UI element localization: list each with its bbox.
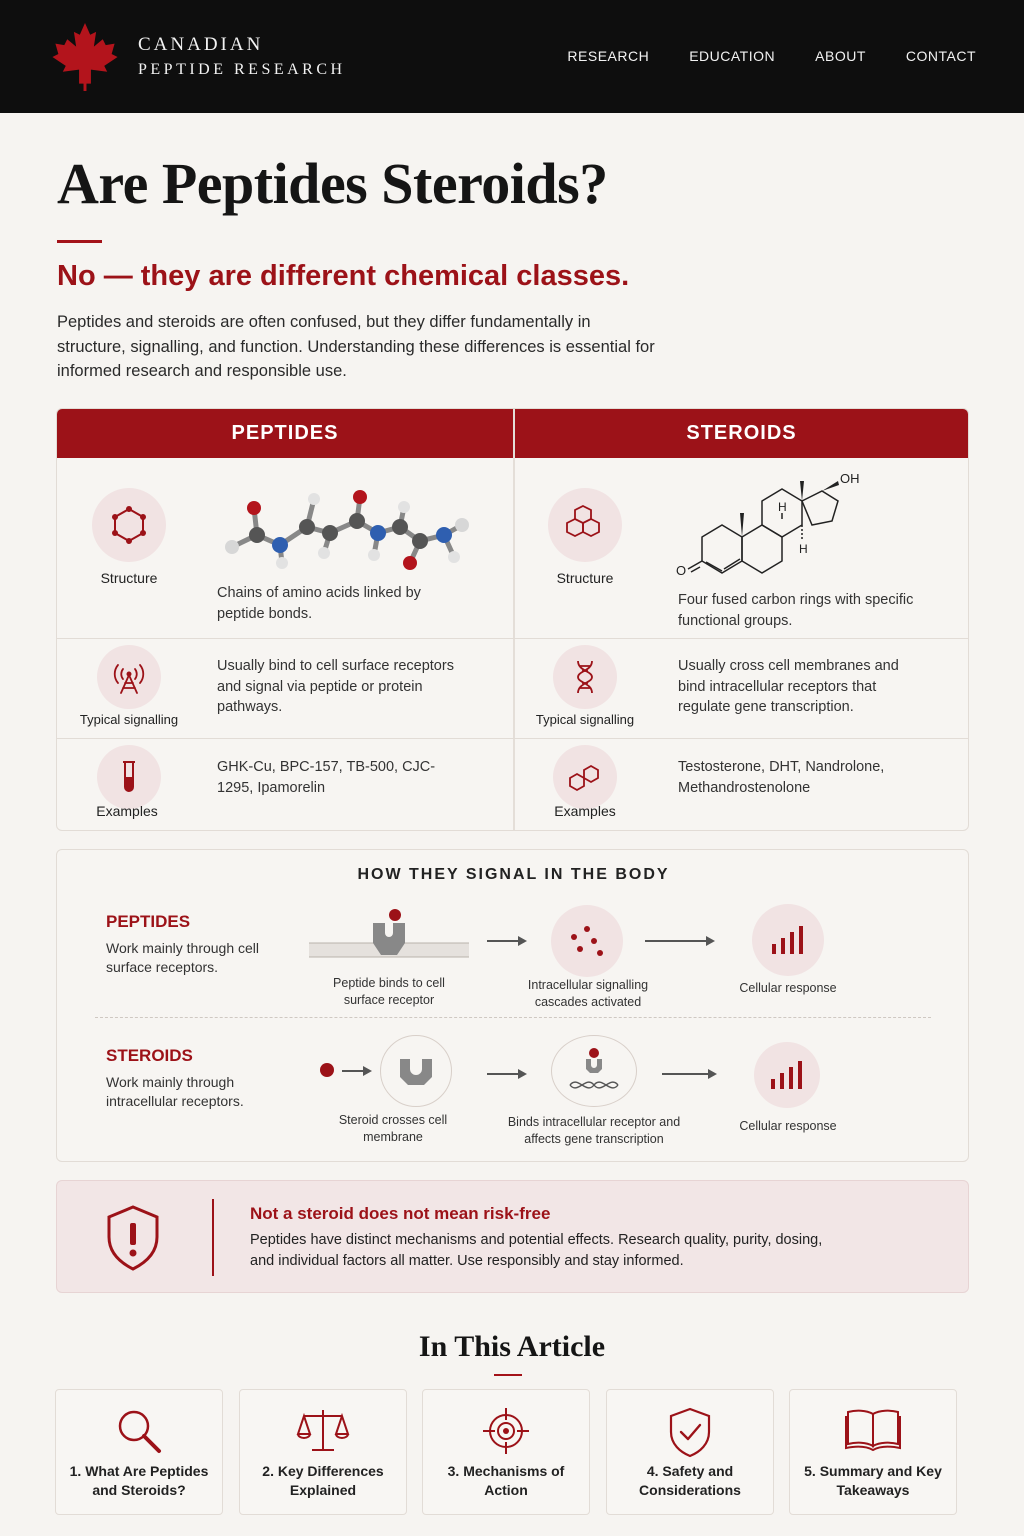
test-tube-icon [97,745,161,809]
steroids-examples-text: Testosterone, DHT, Nandrolone, Methandrostenolone [678,759,885,796]
arrow-icon [487,935,527,947]
top-navigation-bar [0,0,1024,113]
arrow-icon [645,935,715,947]
nav-education[interactable]: EDUCATION [689,48,776,64]
signalling-section-title: HOW THEY SIGNAL IN THE BODY [357,866,670,883]
arrow-icon [662,1068,717,1080]
molecule-h-label: H [799,542,808,556]
answer-subtitle: No — they are different chemical classes. [57,260,630,292]
title-divider [57,240,102,243]
dna-helix-icon [553,645,617,709]
intro-paragraph: Peptides and steroids are often confused, but they differ fundamentally in structure, signalling, and function. Understanding these differences is essential for informed research and responsible use. [57,313,655,380]
steroids-signal-heading: STEROIDS [106,1046,193,1065]
peptides-step1-caption: Peptide binds to cell surface receptor [333,976,445,1007]
molecule-oh-label: OH [840,473,860,486]
main-nav [567,48,976,64]
magnifier-icon [114,1406,164,1456]
toc-card-label: 3. Mechanisms of Action [447,1463,565,1498]
steroid-skeleton-molecule-image [672,473,872,588]
page-title: Are Peptides Steroids? [57,151,608,216]
toc-card-key-differences[interactable] [239,1389,407,1515]
molecule-rings-icon [553,745,617,809]
column-divider [513,409,515,831]
peptides-column-header: PEPTIDES [57,409,513,458]
peptides-structure-text: Chains of amino acids linked by peptide bonds. [217,585,421,622]
toc-card-what-are-peptides[interactable] [55,1389,223,1515]
receptor-membrane-icon [380,1035,452,1107]
peptides-examples-text: GHK-Cu, BPC-157, TB-500, CJC-1295, Ipamorelin [217,759,436,796]
article-toc-title: In This Article [418,1330,606,1363]
toc-card-label: 5. Summary and Key Takeaways [804,1463,942,1498]
nav-research[interactable]: RESEARCH [567,48,650,64]
toc-card-label: 1. What Are Peptides and Steroids? [69,1463,209,1498]
signalling-cascade-icon [551,905,623,977]
steroids-step1-caption: Steroid crosses cell membrane [338,1113,448,1144]
row-divider [57,638,969,639]
toc-card-label: 4. Safety and Considerations [639,1463,741,1498]
steroids-signal-text: Work mainly through intracellular receptors. [106,1074,244,1109]
warning-heading: Not a steroid does not mean risk-free [250,1204,551,1223]
cell-surface-receptor-icon [307,905,472,965]
hexagon-structure-icon [92,488,166,562]
peptides-signalling-text: Usually bind to cell surface receptors and signal via peptide or protein pathways. [217,658,454,715]
signal-antenna-icon [97,645,161,709]
brand-name-line1: CANADIAN [138,34,264,55]
peptide-chain-molecule-image [212,483,477,578]
steroids-structure-text: Four fused carbon rings with specific functional groups. [678,592,914,629]
fused-rings-structure-icon [548,488,622,562]
risk-warning-callout [56,1180,969,1293]
bar-chart-response-icon [754,1042,820,1108]
book-icon [844,1406,902,1452]
brand-name-line2: PEPTIDE RESEARCH [138,61,346,78]
toc-card-label: 2. Key Differences Explained [262,1463,384,1498]
arrow-icon [342,1065,372,1077]
peptides-step2-caption: Intracellular signalling cascades activated [527,978,649,1009]
peptides-signalling-label: Typical signalling [79,712,179,727]
signalling-diagram-panel [56,849,969,1162]
nuclear-receptor-dna-icon [551,1035,637,1107]
toc-card-mechanisms[interactable] [422,1389,590,1515]
scales-icon [296,1406,350,1456]
brand-logo-link[interactable] [48,20,346,94]
steroids-column-header: STEROIDS [513,409,969,458]
warning-text: Peptides have distinct mechanisms and potential effects. Research quality, purity, dosing, and individual factors all matter. Use responsibly and stay informed. [250,1232,823,1269]
molecule-h-label: H [778,500,787,514]
steroids-signalling-label: Typical signalling [535,712,635,727]
toc-card-summary[interactable] [789,1389,957,1515]
peptides-structure-label: Structure [100,570,158,586]
nav-contact[interactable]: CONTACT [905,48,976,64]
steroids-signalling-text: Usually cross cell membranes and bind intracellular receptors that regulate gene transcription. [678,658,899,715]
arrow-icon [487,1068,527,1080]
toc-card-safety[interactable] [606,1389,774,1515]
shield-alert-icon [103,1203,163,1273]
steroid-molecule-dot-icon [320,1063,334,1077]
maple-leaf-icon [48,20,122,94]
row-divider [57,738,969,739]
molecule-o-label: O [676,563,687,578]
toc-divider [494,1374,522,1376]
peptides-signal-heading: PEPTIDES [106,912,191,931]
nav-about[interactable]: ABOUT [815,48,866,64]
peptides-examples-label: Examples [96,803,158,819]
callout-divider [212,1199,214,1276]
bar-chart-response-icon [752,904,824,976]
steroids-step2-caption: Binds intracellular receptor and affects gene transcription [507,1115,681,1146]
peptides-signal-text: Work mainly through cell surface receptors. [106,940,260,975]
steroids-step3-caption: Cellular response [739,1119,837,1133]
steroids-examples-label: Examples [554,803,616,819]
comparison-table [56,408,969,831]
peptides-step3-caption: Cellular response [739,981,837,995]
target-icon [481,1406,531,1456]
shield-check-icon [667,1406,713,1458]
section-divider [95,1017,931,1018]
steroids-structure-label: Structure [556,570,614,586]
